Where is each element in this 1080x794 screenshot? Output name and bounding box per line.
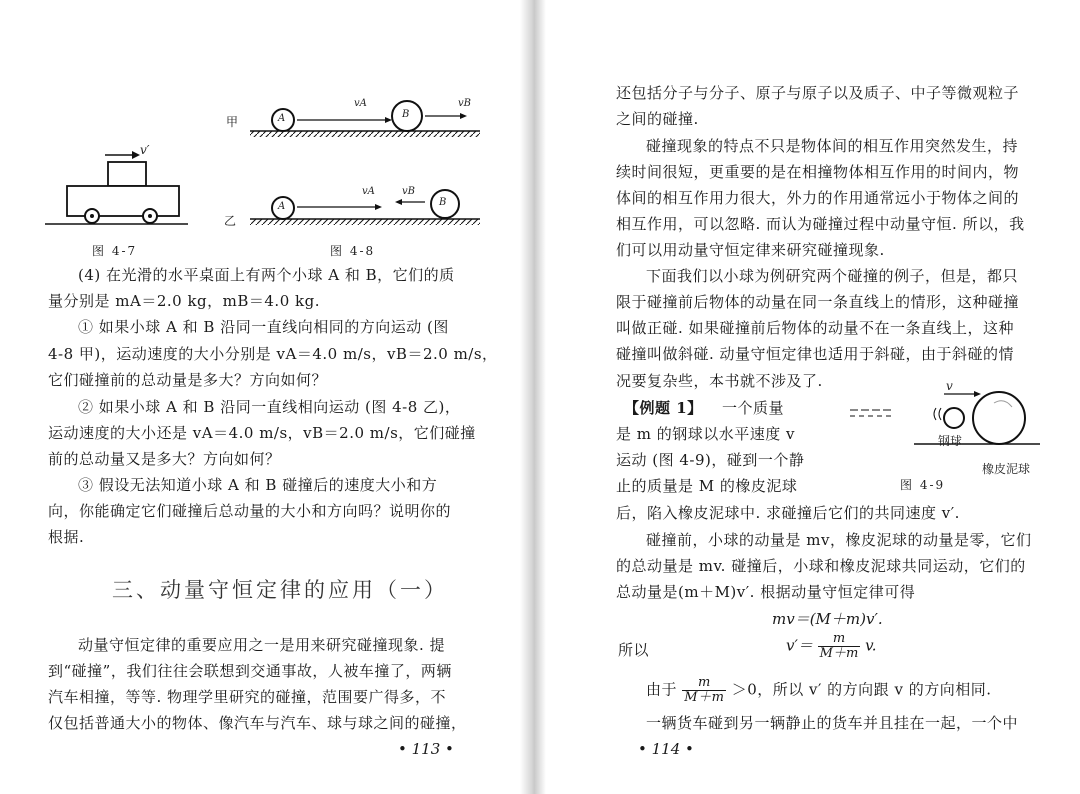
text-line: ① 如果小球 A 和 B 沿同一直线向相同的方向运动 (图 [78, 318, 449, 336]
fraction [682, 676, 726, 705]
text-line: 还包括分子与分子、原子与原子以及质子、中子等微观粒子 [616, 84, 1020, 102]
ball-a-label: A [278, 113, 286, 124]
ball-b-label: B [439, 197, 447, 208]
text-line: 限于碰撞前后物体的动量在同一条直线上的情形，这种碰撞 [616, 293, 1020, 311]
fraction-numerator: m [818, 632, 861, 647]
example-first-line [624, 395, 784, 421]
text-line: 是 m 的钢球以水平速度 v [616, 425, 796, 443]
text-line: ③ 假设无法知道小球 A 和 B 碰撞后的速度大小和方 [78, 476, 438, 494]
velocity-label: v [946, 379, 953, 393]
label-jia: 甲 [226, 115, 239, 129]
section-heading: 三、动量守恒定律的应用（一） [112, 578, 448, 602]
text-line: 动量守恒定律的重要应用之一是用来研究碰撞现象. 提 [78, 636, 446, 654]
fraction [818, 632, 861, 661]
text-line: 4-8 甲)，运动速度的大小分别是 vA＝4.0 m/s，vB＝2.0 m/s， [48, 345, 498, 363]
text-line: 止的质量是 M 的橡皮泥球 [616, 477, 798, 495]
text-line: 运动 (图 4-9)，碰到一个静 [616, 451, 805, 469]
fraction-denominator: M＋m [819, 646, 859, 661]
text-line: 向，你能确定它们碰撞后总动量的大小和方向吗？说明你的 [48, 502, 452, 520]
eq2-tail: v. [865, 636, 877, 655]
va-label: vA [354, 98, 367, 109]
text-line: 相互作用，可以忽略. 而认为碰撞过程中动量守恒. 所以，我 [616, 215, 1025, 233]
page-number: • 113 • [398, 740, 454, 758]
text-line: 碰撞现象的特点不只是物体间的相互作用突然发生，持 [646, 137, 1019, 155]
text-line: 叫做正碰. 如果碰撞前后物体的动量不在一条直线上，这种 [616, 319, 1015, 337]
velocity-label: v′ [140, 143, 150, 157]
since-line [646, 676, 991, 705]
book-gutter [520, 0, 546, 794]
equation-2 [786, 632, 877, 661]
text-line: 根据. [48, 528, 85, 546]
text-line: 量分别是 mA＝2.0 kg，mB＝4.0 kg. [48, 292, 320, 310]
text-line: 总动量是(m＋M)v′. 根据动量守恒定律可得 [616, 583, 916, 601]
left-page [0, 0, 520, 794]
figure-caption: 图 4-7 [92, 244, 138, 258]
text-line: 体间的相互作用力很大，外力的作用通常远小于物体之间的 [616, 189, 1020, 207]
text-line: 碰撞叫做斜碰. 动量守恒定律也适用于斜碰，由于斜碰的情 [616, 345, 1015, 363]
text-line: 仅包括普通大小的物体、像汽车与汽车、球与球之间的碰撞， [48, 714, 467, 732]
eq2-lhs: v′＝ [786, 636, 813, 655]
text-line: 的总动量是 mv. 碰撞后，小球和橡皮泥球共同运动，它们的 [616, 557, 1026, 575]
text-line: 前的总动量又是多大？方向如何？ [48, 450, 281, 468]
text-fragment: 一个质量 [721, 399, 784, 417]
since-tail: ＞0，所以 v′ 的方向跟 v 的方向相同. [731, 680, 992, 699]
text-line: 汽车相撞，等等. 物理学里研究的碰撞，范围要广得多，不 [48, 688, 447, 706]
page-number: • 114 • [638, 740, 694, 758]
text-line: 后，陷入橡皮泥球中. 求碰撞后它们的共同速度 v′. [616, 504, 960, 522]
text-line: (4) 在光滑的水平桌面上有两个小球 A 和 B，它们的质 [78, 266, 455, 284]
label-yi: 乙 [224, 214, 237, 228]
vb-label: vB [458, 98, 471, 109]
ball-b-label: B [402, 109, 410, 120]
text-line: ② 如果小球 A 和 B 沿同一直线相向运动 (图 4-8 乙)， [78, 398, 461, 416]
text-line: 碰撞前，小球的动量是 mv，橡皮泥球的动量是零，它们 [646, 531, 1032, 549]
figure-caption: 图 4-8 [330, 244, 376, 258]
steel-ball-label: 钢球 [938, 434, 963, 448]
figure-caption: 图 4-9 [900, 478, 946, 492]
text-line: 们可以用动量守恒定律来研究碰撞现象. [616, 241, 885, 259]
va-label: vA [362, 186, 375, 197]
text-line: 之间的碰撞. [616, 110, 699, 128]
vb-label: vB [402, 186, 415, 197]
text-line: 续时间很短，更重要的是在相撞物体相互作用的时间内，物 [616, 163, 1020, 181]
clay-ball-label: 橡皮泥球 [982, 462, 1031, 476]
equation-1: mv＝(M＋m)v′. [772, 610, 883, 628]
text-line: 它们碰撞前的总动量是多大？方向如何？ [48, 371, 328, 389]
fraction-numerator: m [682, 676, 726, 691]
fraction-denominator: M＋m [684, 690, 725, 705]
example-title: 【例题 1】 [624, 399, 703, 417]
right-page [546, 0, 1080, 794]
so-label: 所以 [618, 641, 650, 659]
text-line: 况要复杂些，本书就不涉及了. [616, 372, 823, 390]
text-line: 到“碰撞”，我们往往会联想到交通事故，人被车撞了，两辆 [48, 662, 452, 680]
text-line: 下面我们以小球为例研究两个碰撞的例子，但是，都只 [646, 267, 1019, 285]
since-prefix: 由于 [646, 680, 678, 699]
ball-a-label: A [278, 201, 286, 212]
figure-4-7 [40, 130, 190, 230]
text-line: 运动速度的大小还是 vA＝4.0 m/s，vB＝2.0 m/s，它们碰撞 [48, 424, 476, 442]
text-line: 一辆货车碰到另一辆静止的货车并且挂在一起，一个中 [646, 714, 1019, 732]
